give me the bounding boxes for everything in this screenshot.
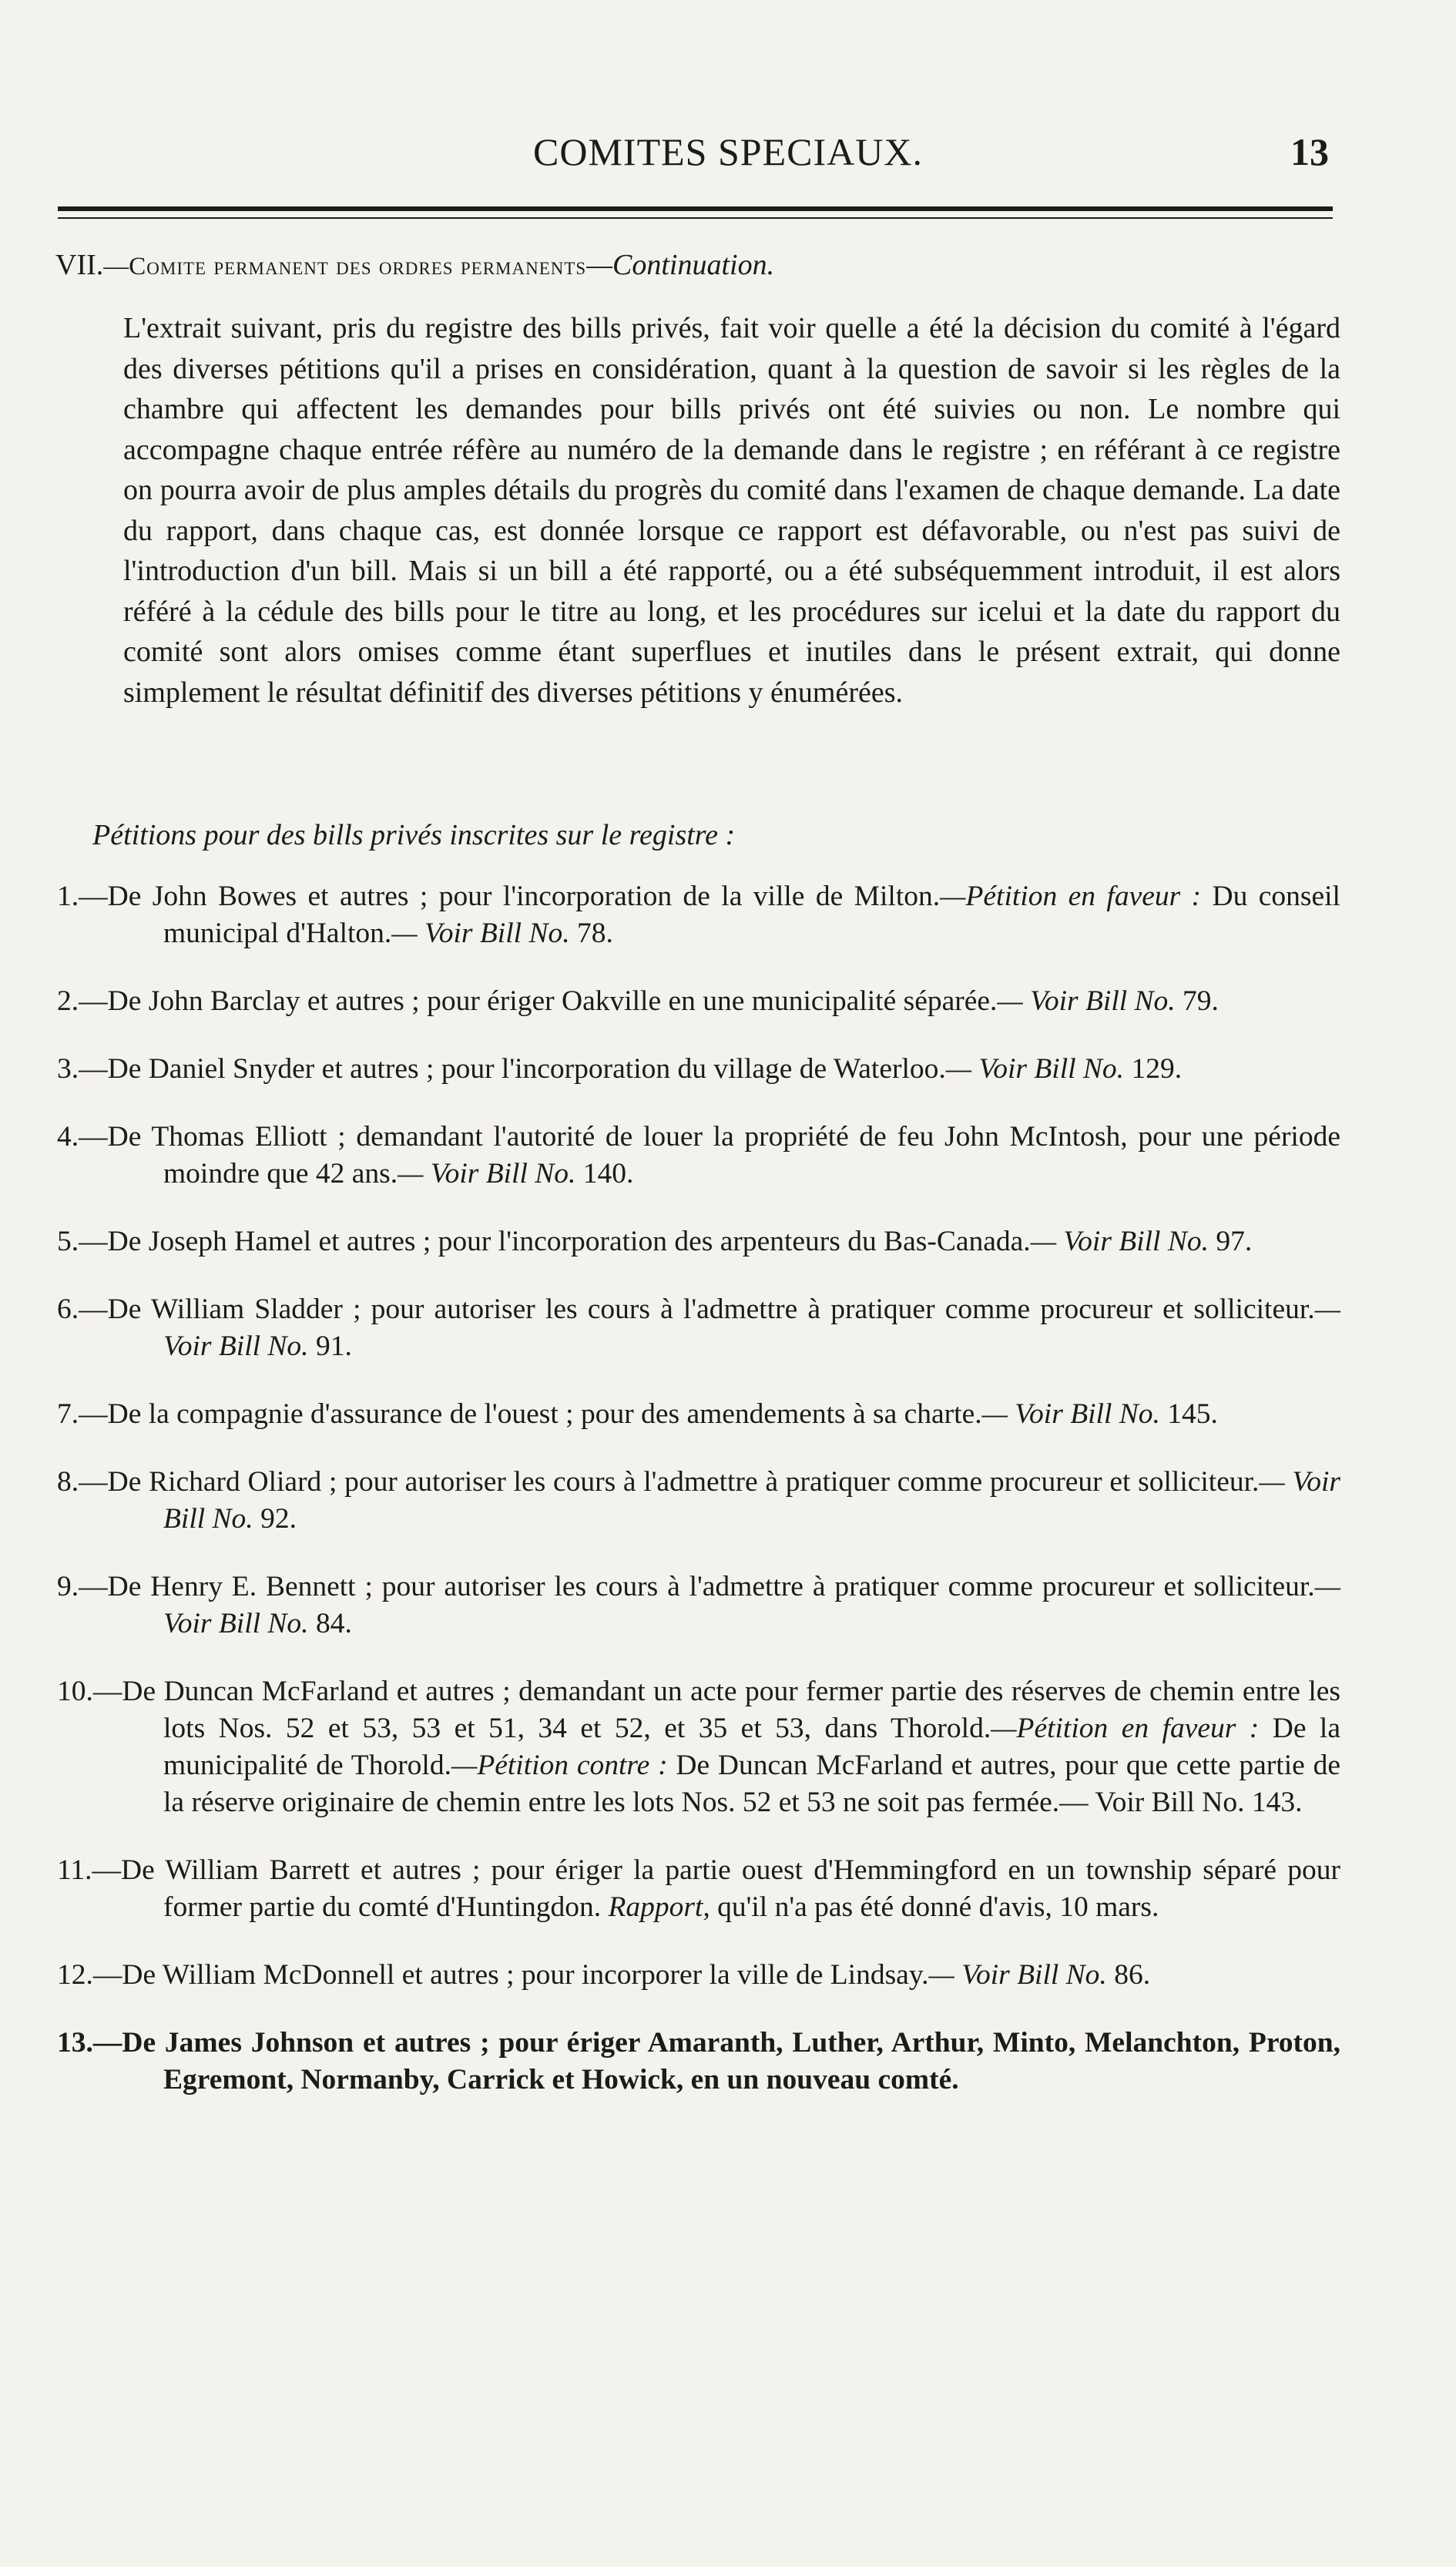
item-number: 8. — [57, 1466, 79, 1498]
item-reference: — Voir Bill No. — [945, 1053, 1125, 1085]
item-number: 12. — [57, 1959, 93, 1991]
list-item — [55, 1464, 1340, 1538]
item-text: —De Joseph Hamel et autres ; pour l'incorporation des arpenteurs du Bas-Canada. — [79, 1226, 1031, 1257]
item-tail: 79. — [1175, 985, 1219, 1017]
item-tail: 97. — [1208, 1226, 1253, 1257]
section-number: VII. — [55, 249, 104, 281]
item-text: —De Daniel Snyder et autres ; pour l'incorporation du village de Waterloo. — [79, 1053, 946, 1085]
running-title: COMITES SPECIAUX. — [533, 130, 923, 173]
section-title: Comite permanent des ordres permanents — [129, 253, 587, 280]
item-reference: — Voir Bill No. — [163, 1571, 1340, 1639]
item-number: 6. — [57, 1294, 79, 1325]
item-reference-2: — Voir Bill No. — [391, 918, 570, 949]
item-text: —De la compagnie d'assurance de l'ouest ; pour des amendements à sa charte. — [79, 1398, 982, 1430]
item-number: 5. — [57, 1226, 79, 1257]
list-item — [55, 1852, 1340, 1926]
item-tail: 129. — [1124, 1053, 1183, 1085]
item-reference: — Voir Bill No. — [163, 1294, 1340, 1362]
item-number: 10. — [57, 1676, 93, 1707]
list-item — [55, 1396, 1340, 1433]
item-reference: —Pétition en faveur : — [991, 1713, 1260, 1744]
item-tail: 84. — [308, 1608, 352, 1639]
item-text: —De William Barrett et autres ; pour ériger la partie ouest d'Hemmingford en un township séparé pour former partie du comté d'Huntingdon. — [92, 1854, 1340, 1923]
item-tail: 86. — [1106, 1959, 1151, 1991]
item-number: 4. — [57, 1121, 79, 1153]
item-tail: 92. — [253, 1503, 297, 1535]
item-tail-2: De Duncan McFarland et autres, pour que cette partie de la réserve originaire de chemin entre les lots Nos. 52 et 53 ne soit pas fermée.— Voir Bill No. 143. — [163, 1750, 1340, 1818]
list-item — [55, 1223, 1340, 1260]
item-number: 11. — [57, 1854, 92, 1886]
item-text: —De John Bowes et autres ; pour l'incorporation de la ville de Milton. — [79, 881, 941, 912]
item-tail: Du conseil municipal d'Halton. — [163, 881, 1340, 949]
list-item — [55, 1957, 1340, 1994]
list-item — [55, 1291, 1340, 1365]
item-reference: — Voir Bill No. — [163, 1466, 1341, 1535]
list-item — [55, 983, 1340, 1020]
item-reference: —Pétition en faveur : — [940, 881, 1202, 912]
item-number: 9. — [57, 1571, 79, 1602]
list-item — [55, 2025, 1340, 2099]
item-tail: 91. — [308, 1330, 352, 1362]
item-text: —De William Sladder ; pour autoriser les cours à l'admettre à pratiquer comme procureur et solliciteur. — [79, 1294, 1315, 1325]
item-tail: 145. — [1159, 1398, 1218, 1430]
item-text: —De James Johnson et autres ; pour ériger Amaranth, Luther, Arthur, Minto, Melanchton, Proton, Egremont, Normanby, Carrick et Howick, en un nouveau comté. — [92, 2027, 1340, 2096]
item-number: 3. — [57, 1053, 79, 1085]
header-rule-thick — [58, 206, 1333, 211]
intro-paragraph: L'extrait suivant, pris du registre des bills privés, fait voir quelle a été la décision du comité à l'égard des diverses pétitions qu'il a prises en considération, quant à la question de savoir si les règles de la chambre qui affectent les demandes pour bills privés ont été suivies ou non. Le nombre qui accompagne chaque entrée réfère au numéro de la demande dans le registre ; en référant à ce registre on pourra avoir de plus amples détails du progrès du comité dans l'examen de chaque demande. La date du rapport, dans chaque cas, est donnée lorsque ce rapport est défavorable, ou n'est pas suivi de l'introduction d'un bill. Mais si un bill a été rapporté, ou a été subséquemment introduit, il est alors référé à la cédule des bills pour le titre au long, et les procédures sur icelui et la date du rapport du comité sont alors omises comme étant superflues et inutiles dans le présent extrait, qui donne simplement le résultat définitif des diverses pétitions y énumérées. — [123, 312, 1340, 709]
section-continuation: —Continuation. — [586, 249, 775, 281]
list-item — [55, 1051, 1340, 1088]
header-rule-thin — [58, 217, 1333, 219]
item-reference: — Voir Bill No. — [1030, 1226, 1209, 1257]
list-item — [55, 1673, 1340, 1821]
petitions-heading: Pétitions pour des bills privés inscrites sur le registre : — [92, 819, 736, 851]
item-tail: 140. — [575, 1158, 634, 1190]
page-header — [0, 129, 1456, 183]
section-dash: — — [103, 253, 129, 280]
item-number: 7. — [57, 1398, 79, 1430]
item-text: —De Henry E. Bennett ; pour autoriser les cours à l'admettre à pratiquer comme procureur et solliciteur. — [79, 1571, 1315, 1602]
petitions-list — [55, 878, 1340, 2129]
item-tail-2: 78. — [569, 918, 613, 949]
item-tail: De la municipalité de Thorold. — [163, 1713, 1340, 1781]
page-number: 13 — [1290, 130, 1329, 173]
item-text: —De Richard Oliard ; pour autoriser les cours à l'admettre à pratiquer comme procureur et solliciteur. — [79, 1466, 1260, 1498]
section-heading — [55, 248, 1365, 282]
item-reference: — Voir Bill No. — [398, 1158, 576, 1190]
item-reference: — Voir Bill No. — [997, 985, 1176, 1017]
list-item — [55, 1119, 1340, 1193]
item-text: —De Duncan McFarland et autres ; demandant un acte pour fermer partie des réserves de chemin entre les lots Nos. 52 et 53, 53 et 51, 34 et 52, et 35 et 53, dans Thorold. — [92, 1676, 1340, 1744]
item-reference: — Voir Bill No. — [981, 1398, 1160, 1430]
list-item — [55, 878, 1340, 952]
item-text: —De William McDonnell et autres ; pour incorporer la ville de Lindsay. — [92, 1959, 929, 1991]
item-number: 2. — [57, 985, 79, 1017]
item-number: 13. — [57, 2027, 93, 2059]
item-number: 1. — [57, 881, 79, 912]
item-text: —De John Barclay et autres ; pour ériger Oakville en une municipalité séparée. — [79, 985, 998, 1017]
item-reference: — Voir Bill No. — [928, 1959, 1107, 1991]
item-tail: qu'il n'a pas été donné d'avis, 10 mars. — [710, 1891, 1159, 1923]
item-reference: Rapport, — [601, 1891, 710, 1923]
item-reference-2: —Pétition contre : — [451, 1750, 668, 1781]
list-item — [55, 1569, 1340, 1643]
item-text: —De Thomas Elliott ; demandant l'autorité de louer la propriété de feu John McIntosh, pour une période moindre que 42 ans. — [79, 1121, 1340, 1190]
